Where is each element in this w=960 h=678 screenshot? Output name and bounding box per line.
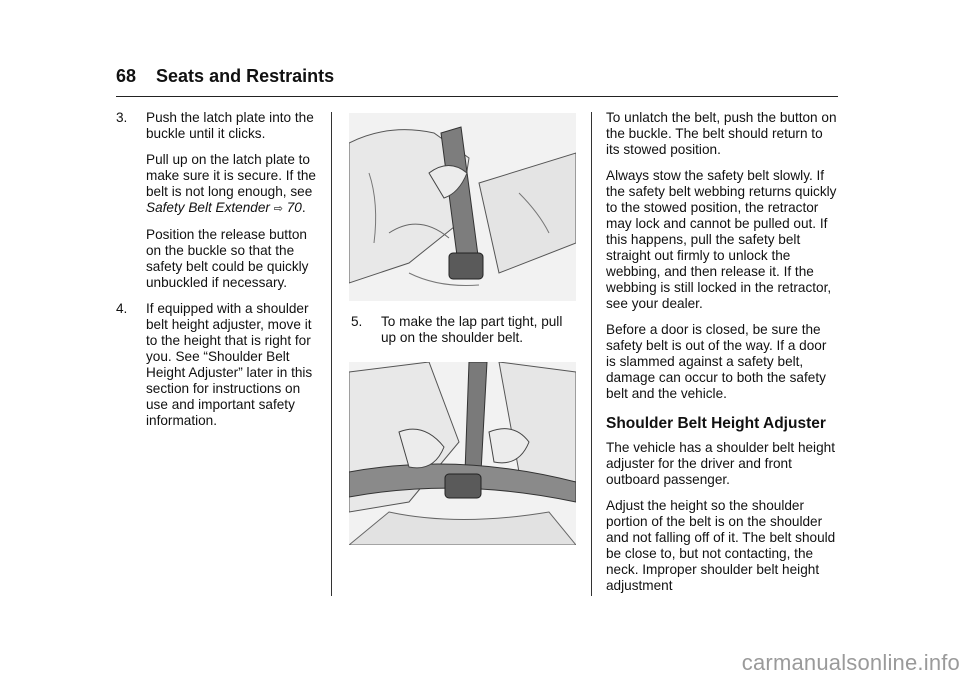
header-rule — [116, 96, 838, 97]
paragraph: To unlatch the belt, push the button on the buckle. The belt should return to its stowed position. — [606, 110, 837, 157]
step-paragraph: Pull up on the latch plate to make sure it is secure. If the belt is not long enough, see Safety Belt Extender ⇨ 70. — [146, 152, 316, 215]
page-reference[interactable]: 70 — [286, 200, 302, 215]
step-paragraph: Position the release button on the buckle so that the safety belt could be quickly unbuckled if necessary. — [146, 227, 309, 290]
paragraph: Always stow the safety belt slowly. If the safety belt webbing returns quickly to the stowed position, the retractor may lock and cannot be pulled out. If this happens, pull the safety belt straight out firmly to unlock the webbing, and then release it. If the webbing is still locked in the retractor, see your dealer. — [606, 168, 837, 311]
step-3 — [116, 110, 322, 291]
cross-reference-link[interactable]: Safety Belt Extender — [146, 200, 270, 215]
page-number: 68 — [116, 66, 137, 86]
section-title: Seats and Restraints — [156, 66, 335, 86]
paragraph: The vehicle has a shoulder belt height adjuster for the driver and front outboard passenger. — [606, 440, 835, 487]
column-middle — [351, 314, 579, 356]
step-text: To make the lap part tight, pull up on the shoulder belt. — [381, 314, 563, 345]
illustration-lap-belt — [349, 362, 576, 545]
page-reference-arrow-icon: ⇨ — [273, 203, 283, 215]
step-4 — [116, 301, 322, 429]
column-divider-1 — [331, 112, 332, 596]
step-text: Push the latch plate into the buckle until it clicks. — [146, 110, 314, 141]
step-number: 3. — [116, 110, 128, 125]
section-heading: Shoulder Belt Height Adjuster — [606, 415, 826, 432]
watermark: carmanualsonline.info — [741, 650, 960, 675]
page-header — [116, 66, 334, 87]
step-number: 4. — [116, 301, 128, 316]
step-text: If equipped with a shoulder belt height adjuster, move it to the height that is right for you. See “Shoulder Belt Height Adjuster” later in this section for instructions on use and important safety information. — [146, 301, 313, 428]
column-divider-2 — [591, 112, 592, 596]
column-left — [116, 110, 322, 439]
step-5 — [351, 314, 579, 346]
column-right — [606, 110, 838, 604]
step-number: 5. — [351, 314, 363, 329]
illustration-latch-plate — [349, 113, 576, 301]
paragraph: Before a door is closed, be sure the safety belt is out of the way. If a door is slammed against a safety belt, damage can occur to both the safety belt and the vehicle. — [606, 322, 827, 401]
paragraph: Adjust the height so the shoulder portion of the belt is on the shoulder and not falling off of it. The belt should be close to, but not contacting, the neck. Improper shoulder belt height adjustment — [606, 498, 836, 593]
